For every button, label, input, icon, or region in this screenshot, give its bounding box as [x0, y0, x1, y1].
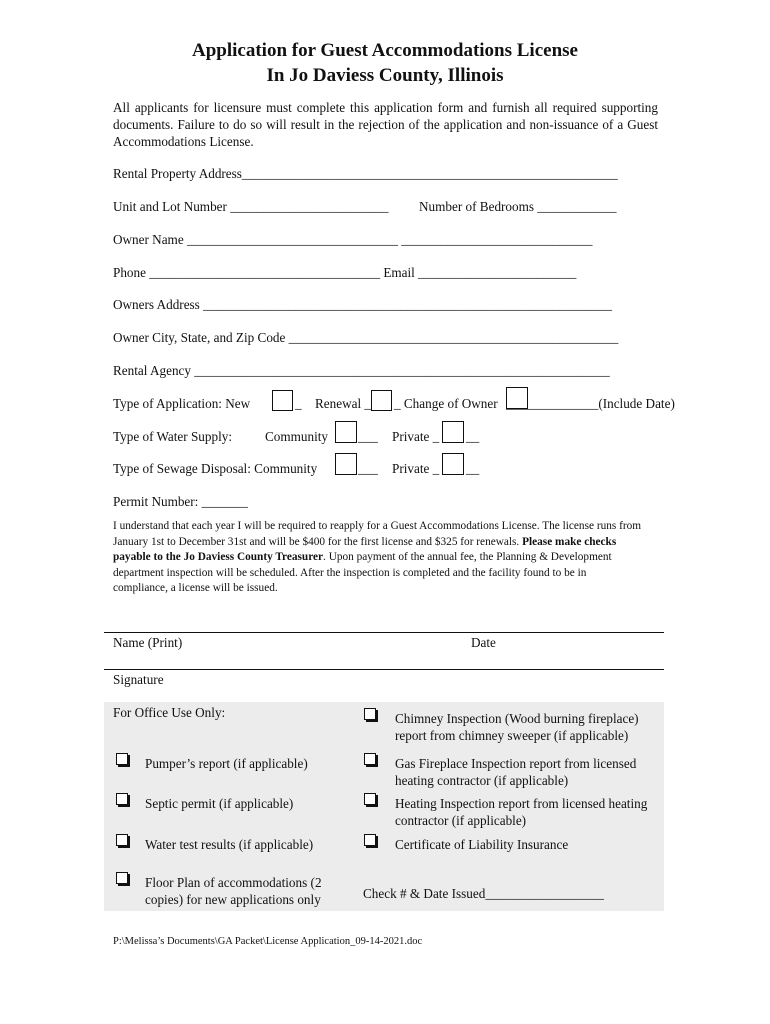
bedrooms-field[interactable]: Number of Bedrooms ____________ — [419, 199, 617, 214]
septic-checkbox[interactable] — [116, 793, 128, 805]
water-test-checkbox[interactable] — [116, 834, 128, 846]
owners-address-field[interactable]: Owners Address ______________________________________________________________ — [113, 297, 612, 312]
sewage-community-underline: ___ — [358, 461, 378, 476]
heating-item: Heating Inspection report from licensed heating contractor (if applicable) — [395, 796, 648, 828]
rental-property-address-field[interactable]: Rental Property Address_________________________________________________________ — [113, 166, 618, 181]
new-checkbox[interactable] — [272, 390, 293, 411]
phone-email-field[interactable]: Phone ___________________________________ Email ________________________ — [113, 265, 577, 280]
signature-line — [104, 669, 664, 670]
unit-lot-field[interactable]: Unit and Lot Number ________________________ — [113, 199, 389, 214]
water-private-checkbox[interactable] — [442, 421, 464, 443]
septic-item: Septic permit (if applicable) — [145, 796, 294, 811]
sewage-private-underline: __ — [466, 461, 480, 476]
signature-label: Signature — [113, 672, 164, 687]
water-private-label: Private _ — [392, 429, 440, 444]
renewal-label: Renewal _ — [315, 396, 372, 411]
rental-agency-field[interactable]: Rental Agency _______________________________________________________________ — [113, 363, 610, 378]
change-owner-label: _ Change of Owner — [394, 396, 498, 411]
sewage-community-checkbox[interactable] — [335, 453, 357, 475]
owner-city-field[interactable]: Owner City, State, and Zip Code __________________________________________________ — [113, 330, 619, 345]
floor-plan-checkbox[interactable] — [116, 872, 128, 884]
sewage-private-label: Private _ — [392, 461, 440, 476]
new-underline: _ — [295, 396, 302, 411]
name-date-line — [104, 632, 664, 633]
date-label: Date — [471, 635, 496, 650]
heating-checkbox[interactable] — [364, 793, 376, 805]
include-date-field[interactable]: ______________(Include Date) — [506, 396, 675, 411]
permit-number-field[interactable]: Permit Number: _______ — [113, 494, 248, 509]
water-community-label: Community — [265, 429, 329, 444]
water-private-underline: __ — [466, 429, 480, 444]
pumper-checkbox[interactable] — [116, 753, 128, 765]
file-path-footer: P:\Melissa’s Documents\GA Packet\License Application_09-14-2021.doc — [113, 936, 423, 947]
statement-text: I understand that each year I will be required to reapply for a Guest Accommodations License. The license runs from January 1st to December 31st and will be $400 for the first license and $325 for renewals. — [113, 520, 642, 548]
water-supply-label: Type of Water Supply: — [113, 429, 233, 444]
name-print-label: Name (Print) — [113, 635, 183, 650]
statement-bold: Please make checks payable to the Jo Daviess County Treasurer — [113, 535, 617, 563]
application-type-label: Type of Application: New — [113, 396, 251, 411]
pumper-item: Pumper’s report (if applicable) — [145, 756, 308, 771]
water-community-underline: ___ — [358, 429, 378, 444]
chimney-checkbox[interactable] — [364, 708, 376, 720]
form-title: Application for Guest Accommodations License — [192, 40, 578, 61]
water-test-item: Water test results (if applicable) — [145, 837, 314, 852]
office-use-heading: For Office Use Only: — [113, 705, 226, 720]
check-issued-field[interactable]: Check # & Date Issued__________________ — [363, 886, 605, 901]
water-community-checkbox[interactable] — [335, 421, 357, 443]
form-subtitle: In Jo Daviess County, Illinois — [266, 65, 504, 86]
liability-checkbox[interactable] — [364, 834, 376, 846]
gas-fireplace-item: Gas Fireplace Inspection report from licensed heating contractor (if applicable) — [395, 756, 637, 788]
chimney-item: Chimney Inspection (Wood burning fireplace) report from chimney sweeper (if applicable) — [395, 711, 639, 743]
gas-fireplace-checkbox[interactable] — [364, 753, 376, 765]
floor-plan-item: Floor Plan of accommodations (2 copies) for new applications only — [145, 875, 322, 907]
sewage-label: Type of Sewage Disposal: Community — [113, 461, 318, 476]
intro-text: All applicants for licensure must complete this application form and furnish all required supporting documents. Failure to do so will result in the rejection of the application and non-issuance of a Guest Accommodations License. — [113, 100, 658, 149]
liability-item: Certificate of Liability Insurance — [395, 837, 569, 852]
owner-name-field[interactable]: Owner Name ________________________________ _____________________________ — [113, 232, 593, 247]
renewal-checkbox[interactable] — [371, 390, 392, 411]
statement-paragraph — [113, 519, 643, 597]
sewage-private-checkbox[interactable] — [442, 453, 464, 475]
statement-text-end: . Upon payment of the annual fee, the Planning & Development department inspection will be scheduled. After the inspection is completed and the facility found to be in compliance, a license will be issued. — [113, 551, 612, 594]
